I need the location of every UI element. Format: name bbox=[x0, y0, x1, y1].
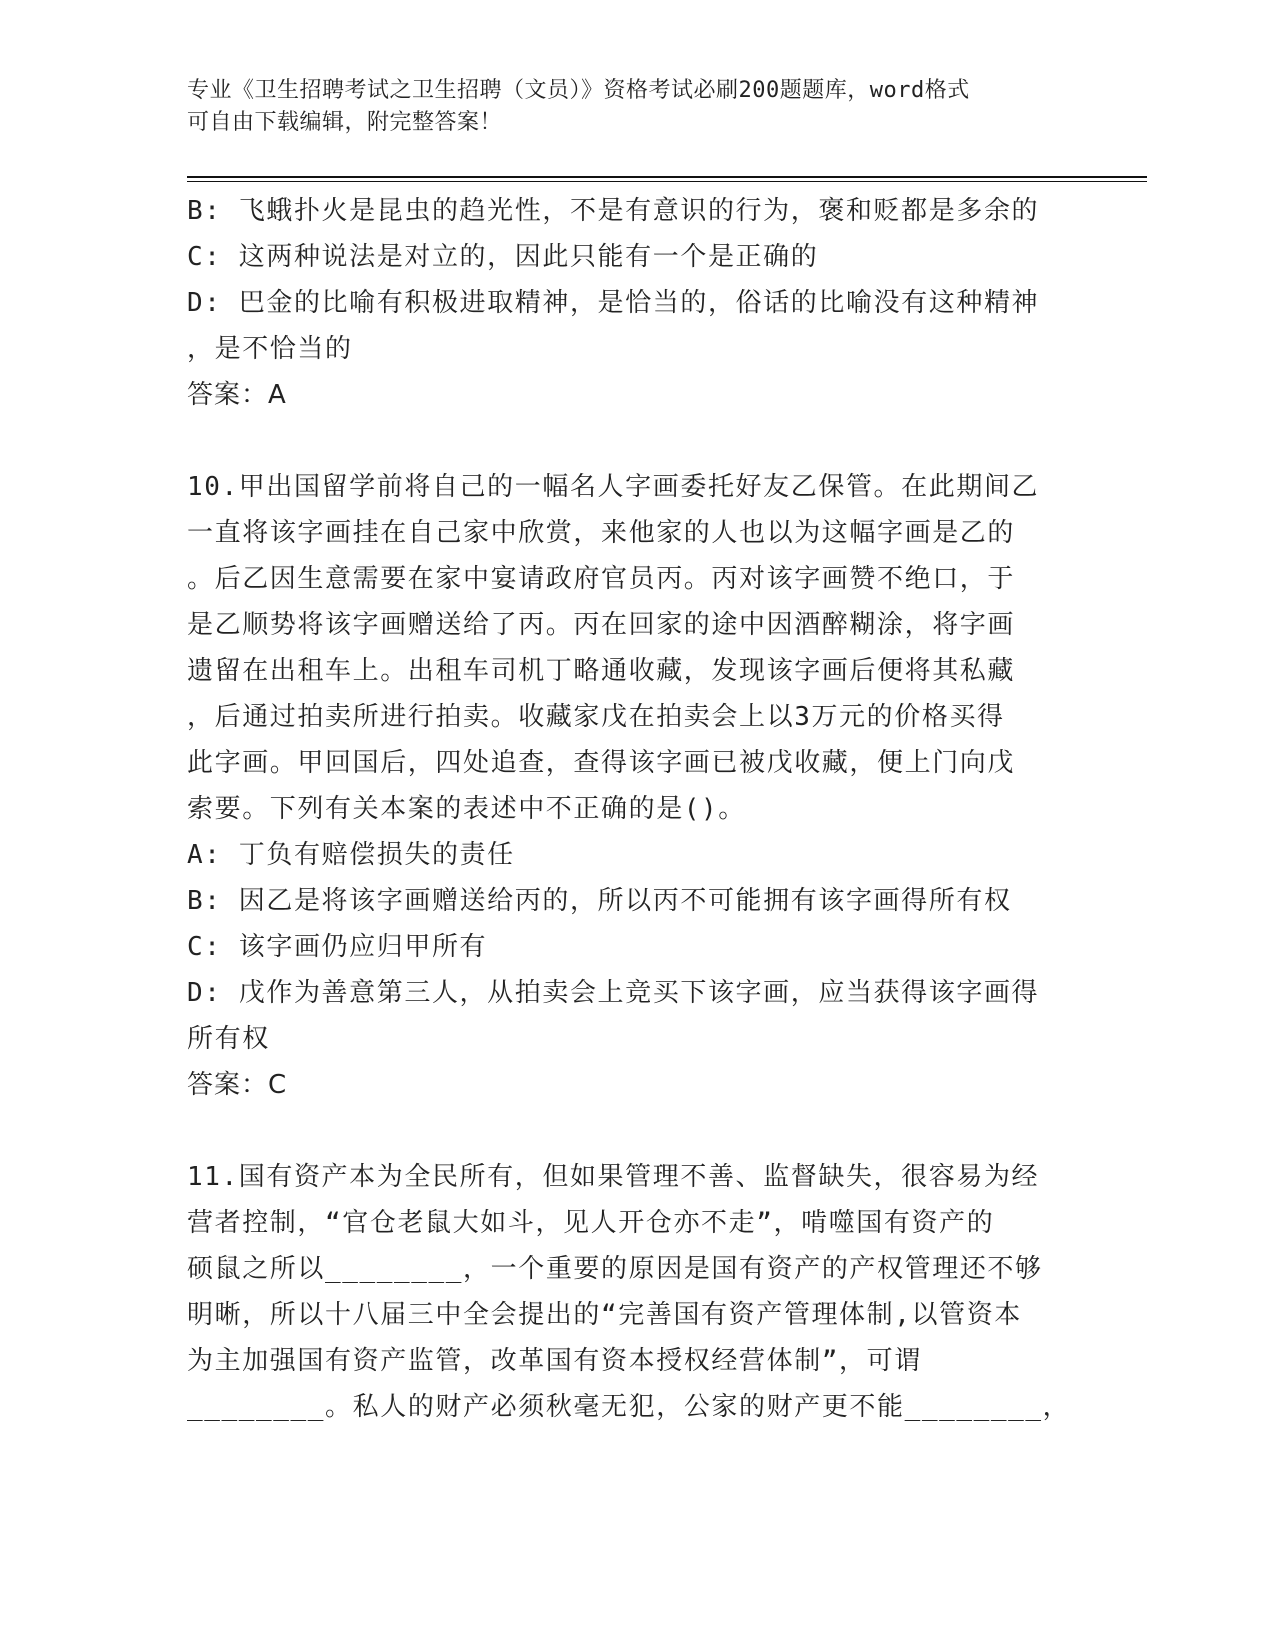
q11-stem-line: 硕鼠之所以________，一个重要的原因是国有资产的产权管理还不够 bbox=[187, 1254, 1043, 1284]
q11-stem-line: 11.国有资产本为全民所有，但如果管理不善、监督缺失，很容易为经 bbox=[187, 1162, 1040, 1192]
q11-stem-line: 明晰，所以十八届三中全会提出的“完善国有资产管理体制,以管资本 bbox=[187, 1300, 1022, 1330]
spacer bbox=[187, 418, 1067, 464]
q10-option-b: B: 因乙是将该字画赠送给丙的，所以丙不可能拥有该字画得所有权 bbox=[187, 886, 1012, 916]
q9-option-b: B: 飞蛾扑火是昆虫的趋光性，不是有意识的行为，褒和贬都是多余的 bbox=[187, 196, 1040, 226]
spacer bbox=[187, 1108, 1067, 1154]
q9-answer: 答案：A bbox=[187, 380, 287, 410]
header-divider-thin bbox=[187, 181, 1147, 182]
header-divider-thick bbox=[187, 176, 1147, 178]
q10-option-d-line-1: D: 戊作为善意第三人，从拍卖会上竞买下该字画，应当获得该字画得 bbox=[187, 978, 1040, 1008]
q11-stem-line: 营者控制，“官仓老鼠大如斗，见人开仓亦不走”，啃噬国有资产的 bbox=[187, 1208, 995, 1238]
header-line-2: 可自由下载编辑，附完整答案！ bbox=[187, 110, 503, 135]
q10-stem-line: 10.甲出国留学前将自己的一幅名人字画委托好友乙保管。在此期间乙 bbox=[187, 472, 1040, 502]
q10-stem-line: 一直将该字画挂在自己家中欣赏，来他家的人也以为这幅字画是乙的 bbox=[187, 518, 1016, 548]
header-line-1: 专业《卫生招聘考试之卫生招聘（文员）》资格考试必刷200题题库，word格式 bbox=[187, 78, 970, 103]
q10-stem-line: 此字画。甲回国后，四处追查，查得该字画已被戊收藏，便上门向戊 bbox=[187, 748, 1016, 778]
q10-answer: 答案：C bbox=[187, 1070, 288, 1100]
q10-option-c: C: 该字画仍应归甲所有 bbox=[187, 932, 488, 962]
q10-stem-line: ，后通过拍卖所进行拍卖。收藏家戊在拍卖会上以3万元的价格买得 bbox=[187, 702, 1005, 732]
q11-stem-line: ________。私人的财产必须秋毫无犯，公家的财产更不能________， bbox=[187, 1392, 1071, 1422]
q11-stem-line: 为主加强国有资产监管，改革国有资本授权经营体制”，可谓 bbox=[187, 1346, 922, 1376]
q10-stem-line: 。后乙因生意需要在家中宴请政府官员丙。丙对该字画赞不绝口，于 bbox=[187, 564, 1016, 594]
q10-option-d-line-2: 所有权 bbox=[187, 1024, 270, 1054]
document-body bbox=[187, 188, 1071, 1430]
q10-option-a: A: 丁负有赔偿损失的责任 bbox=[187, 840, 515, 870]
page-header bbox=[187, 75, 1067, 139]
q9-option-d-line-1: D: 巴金的比喻有积极进取精神，是恰当的，俗话的比喻没有这种精神 bbox=[187, 288, 1040, 318]
q10-stem-line: 索要。下列有关本案的表述中不正确的是()。 bbox=[187, 794, 746, 824]
q10-stem-line: 是乙顺势将该字画赠送给了丙。丙在回家的途中因酒醉糊涂，将字画 bbox=[187, 610, 1016, 640]
q9-option-c: C: 这两种说法是对立的，因此只能有一个是正确的 bbox=[187, 242, 819, 272]
q10-stem-line: 遗留在出租车上。出租车司机丁略通收藏，发现该字画后便将其私藏 bbox=[187, 656, 1016, 686]
q9-option-d-line-2: ，是不恰当的 bbox=[187, 334, 353, 364]
